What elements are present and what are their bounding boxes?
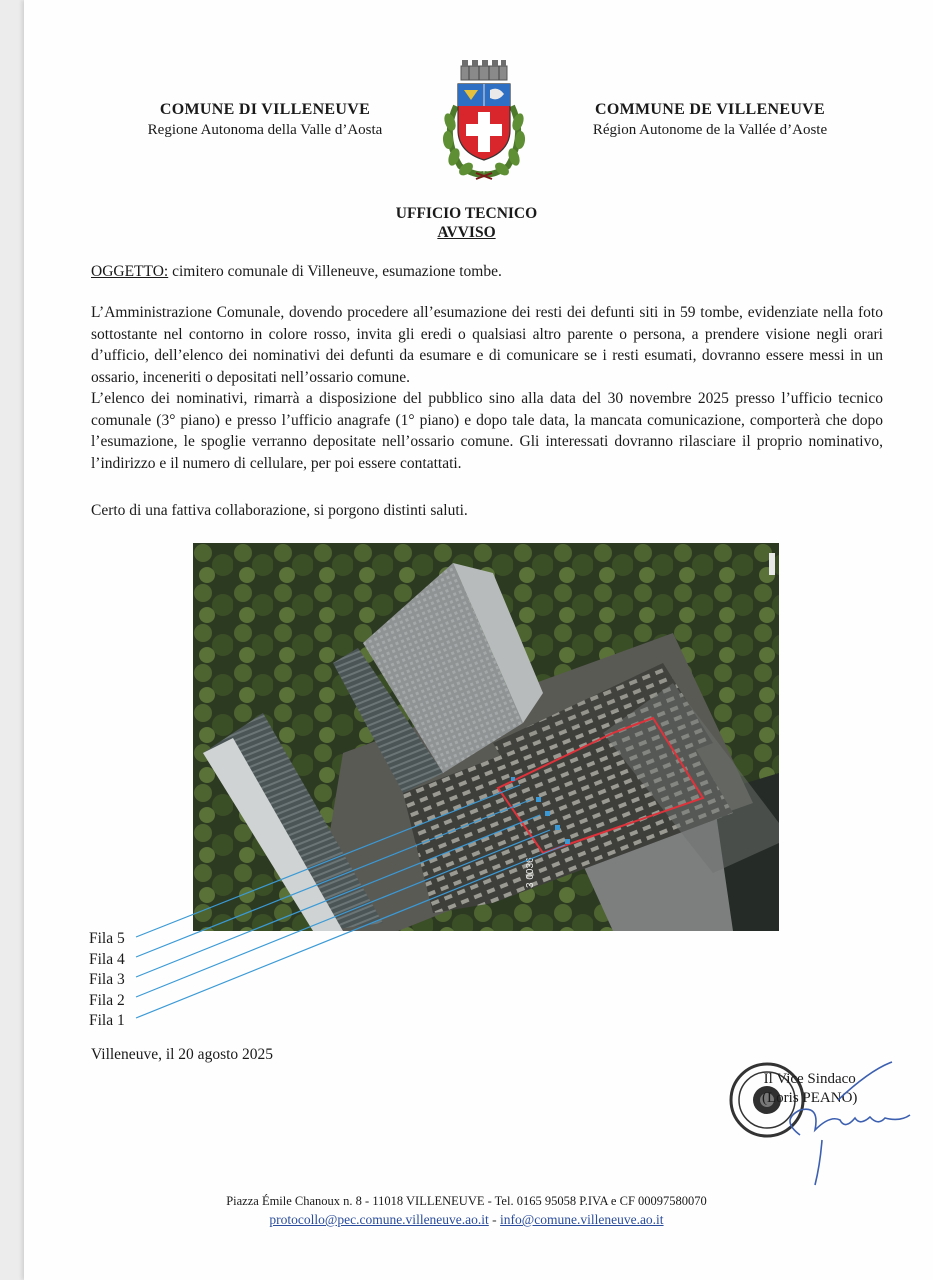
photo-marker-label: 3 0036	[525, 857, 536, 888]
footer-separator: -	[488, 1212, 501, 1227]
subject-text: cimitero comunale di Villeneuve, esumazione tombe.	[168, 263, 502, 280]
subject-label: OGGETTO:	[91, 263, 169, 280]
footer-contacts	[0, 1212, 933, 1228]
row-label-3: Fila 3	[89, 971, 125, 988]
header-right	[555, 100, 865, 140]
row-label-5: Fila 5	[89, 930, 125, 947]
cemetery-aerial-photo	[193, 543, 779, 931]
region-name-it: Regione Autonoma della Valle d’Aosta	[147, 122, 383, 138]
row-labels	[89, 929, 125, 1032]
row-label-4: Fila 4	[89, 950, 125, 968]
municipality-name-fr: COMMUNE DE VILLENEUVE	[594, 101, 826, 118]
row-label-2: Fila 2	[89, 991, 125, 1009]
footer-address: Piazza Émile Chanoux n. 8 - 11018 VILLENEUVE - Tel. 0165 95058 P.IVA e CF 00097580070	[226, 1194, 707, 1208]
document-date: Villeneuve, il 20 agosto 2025	[91, 1046, 274, 1063]
signatory-title: Il Vice Sindaco	[763, 1071, 856, 1087]
body-paragraph-1: L’Amministrazione Comunale, dovendo procedere all’esumazione dei resti dei defunti siti in 59 tombe, evidenziate nella foto sottostante nel contorno in colore rosso, invita gli eredi o qualsiasi altro parente o persona, a prendere visione negli orari d’ufficio, dell’elenco dei nominativi dei defunti da esumare e di comunicare se i resti esumati, dovranno essere messi in un ossario, inceneriti o depositati nell’ossario comune.	[91, 304, 883, 386]
pec-email-link[interactable]: protocollo@pec.comune.villeneuve.ao.it	[269, 1212, 489, 1227]
municipality-name-it: COMUNE DI VILLENEUVE	[159, 101, 371, 118]
subject-line	[91, 263, 502, 281]
office-title: UFFICIO TECNICO	[395, 205, 538, 222]
body-paragraph-2: L’elenco dei nominativi, rimarrà a disposizione del pubblico sino alla data del 30 novembre 2025 presso l’ufficio tecnico comunale (3° piano) e presso l’ufficio anagrafe (1° piano) e dopo tale data, la mancata comunicazione, comporterà che dopo l’esumazione, le spoglie verranno depositate nell’ossario comune. Gli interessati dovranno rilasciare il proprio nominativo, l’indirizzo e il numero di cellulare, per poi essere contattati.	[91, 390, 883, 472]
signatory-name: (Loris PEANO)	[762, 1090, 858, 1106]
header-left	[110, 100, 420, 140]
coat-of-arms-icon	[436, 56, 532, 180]
closing-line: Certo di una fattiva collaborazione, si porgono distinti saluti.	[91, 502, 468, 519]
region-name-fr: Région Autonome de la Vallée d’Aoste	[592, 122, 828, 138]
handwritten-signature-icon	[760, 1060, 920, 1190]
info-email-link[interactable]: info@comune.villeneuve.ao.it	[500, 1212, 664, 1227]
notice-body	[91, 302, 883, 474]
notice-title: AVVISO	[437, 224, 496, 241]
row-label-1: Fila 1	[89, 1012, 125, 1029]
